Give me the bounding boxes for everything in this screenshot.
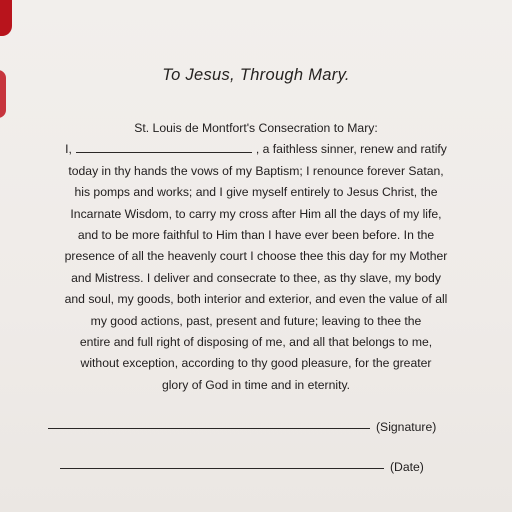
document-title: To Jesus, Through Mary. [162, 66, 350, 84]
name-blank-field[interactable] [76, 141, 252, 153]
signature-label: (Signature) [376, 420, 437, 434]
text-line: glory of God in time and in eternity. [161, 377, 351, 392]
signature-line[interactable] [48, 428, 370, 429]
consecration-text [40, 118, 472, 396]
text-line: presence of all the heavenly court I choose thee this day for my Mother [64, 249, 448, 264]
date-row [60, 454, 480, 474]
text-line-1-rest: , a faithless sinner, renew and ratify [255, 142, 447, 157]
text-line: and soul, my goods, both interior and exterior, and even the value of all [64, 292, 448, 307]
text-line: entire and full right of disposing of me, and all that belongs to me, [79, 335, 433, 350]
text-line: and to be more faithful to Him than I have ever been before. In the [77, 228, 435, 243]
date-line[interactable] [60, 468, 384, 469]
text-line: Incarnate Wisdom, to carry my cross after Him all the days of my life, [70, 206, 442, 221]
consecration-heading: St. Louis de Montfort's Consecration to Mary: [134, 121, 378, 135]
text-line: his pomps and works; and I give myself entirely to Jesus Christ, the [74, 185, 438, 200]
signature-row [48, 414, 468, 434]
line-prefix: I, [65, 142, 72, 157]
text-line: my good actions, past, present and future; leaving to thee the [90, 313, 422, 328]
date-label: (Date) [390, 460, 424, 474]
red-ribbon-decoration [0, 0, 12, 36]
text-line: today in thy hands the vows of my Baptism; I renounce forever Satan, [68, 163, 444, 178]
text-line: without exception, according to thy good pleasure, for the greater [80, 356, 432, 371]
text-line: and Mistress. I deliver and consecrate to thee, as thy slave, my body [71, 270, 441, 285]
text-line-1 [40, 139, 472, 160]
